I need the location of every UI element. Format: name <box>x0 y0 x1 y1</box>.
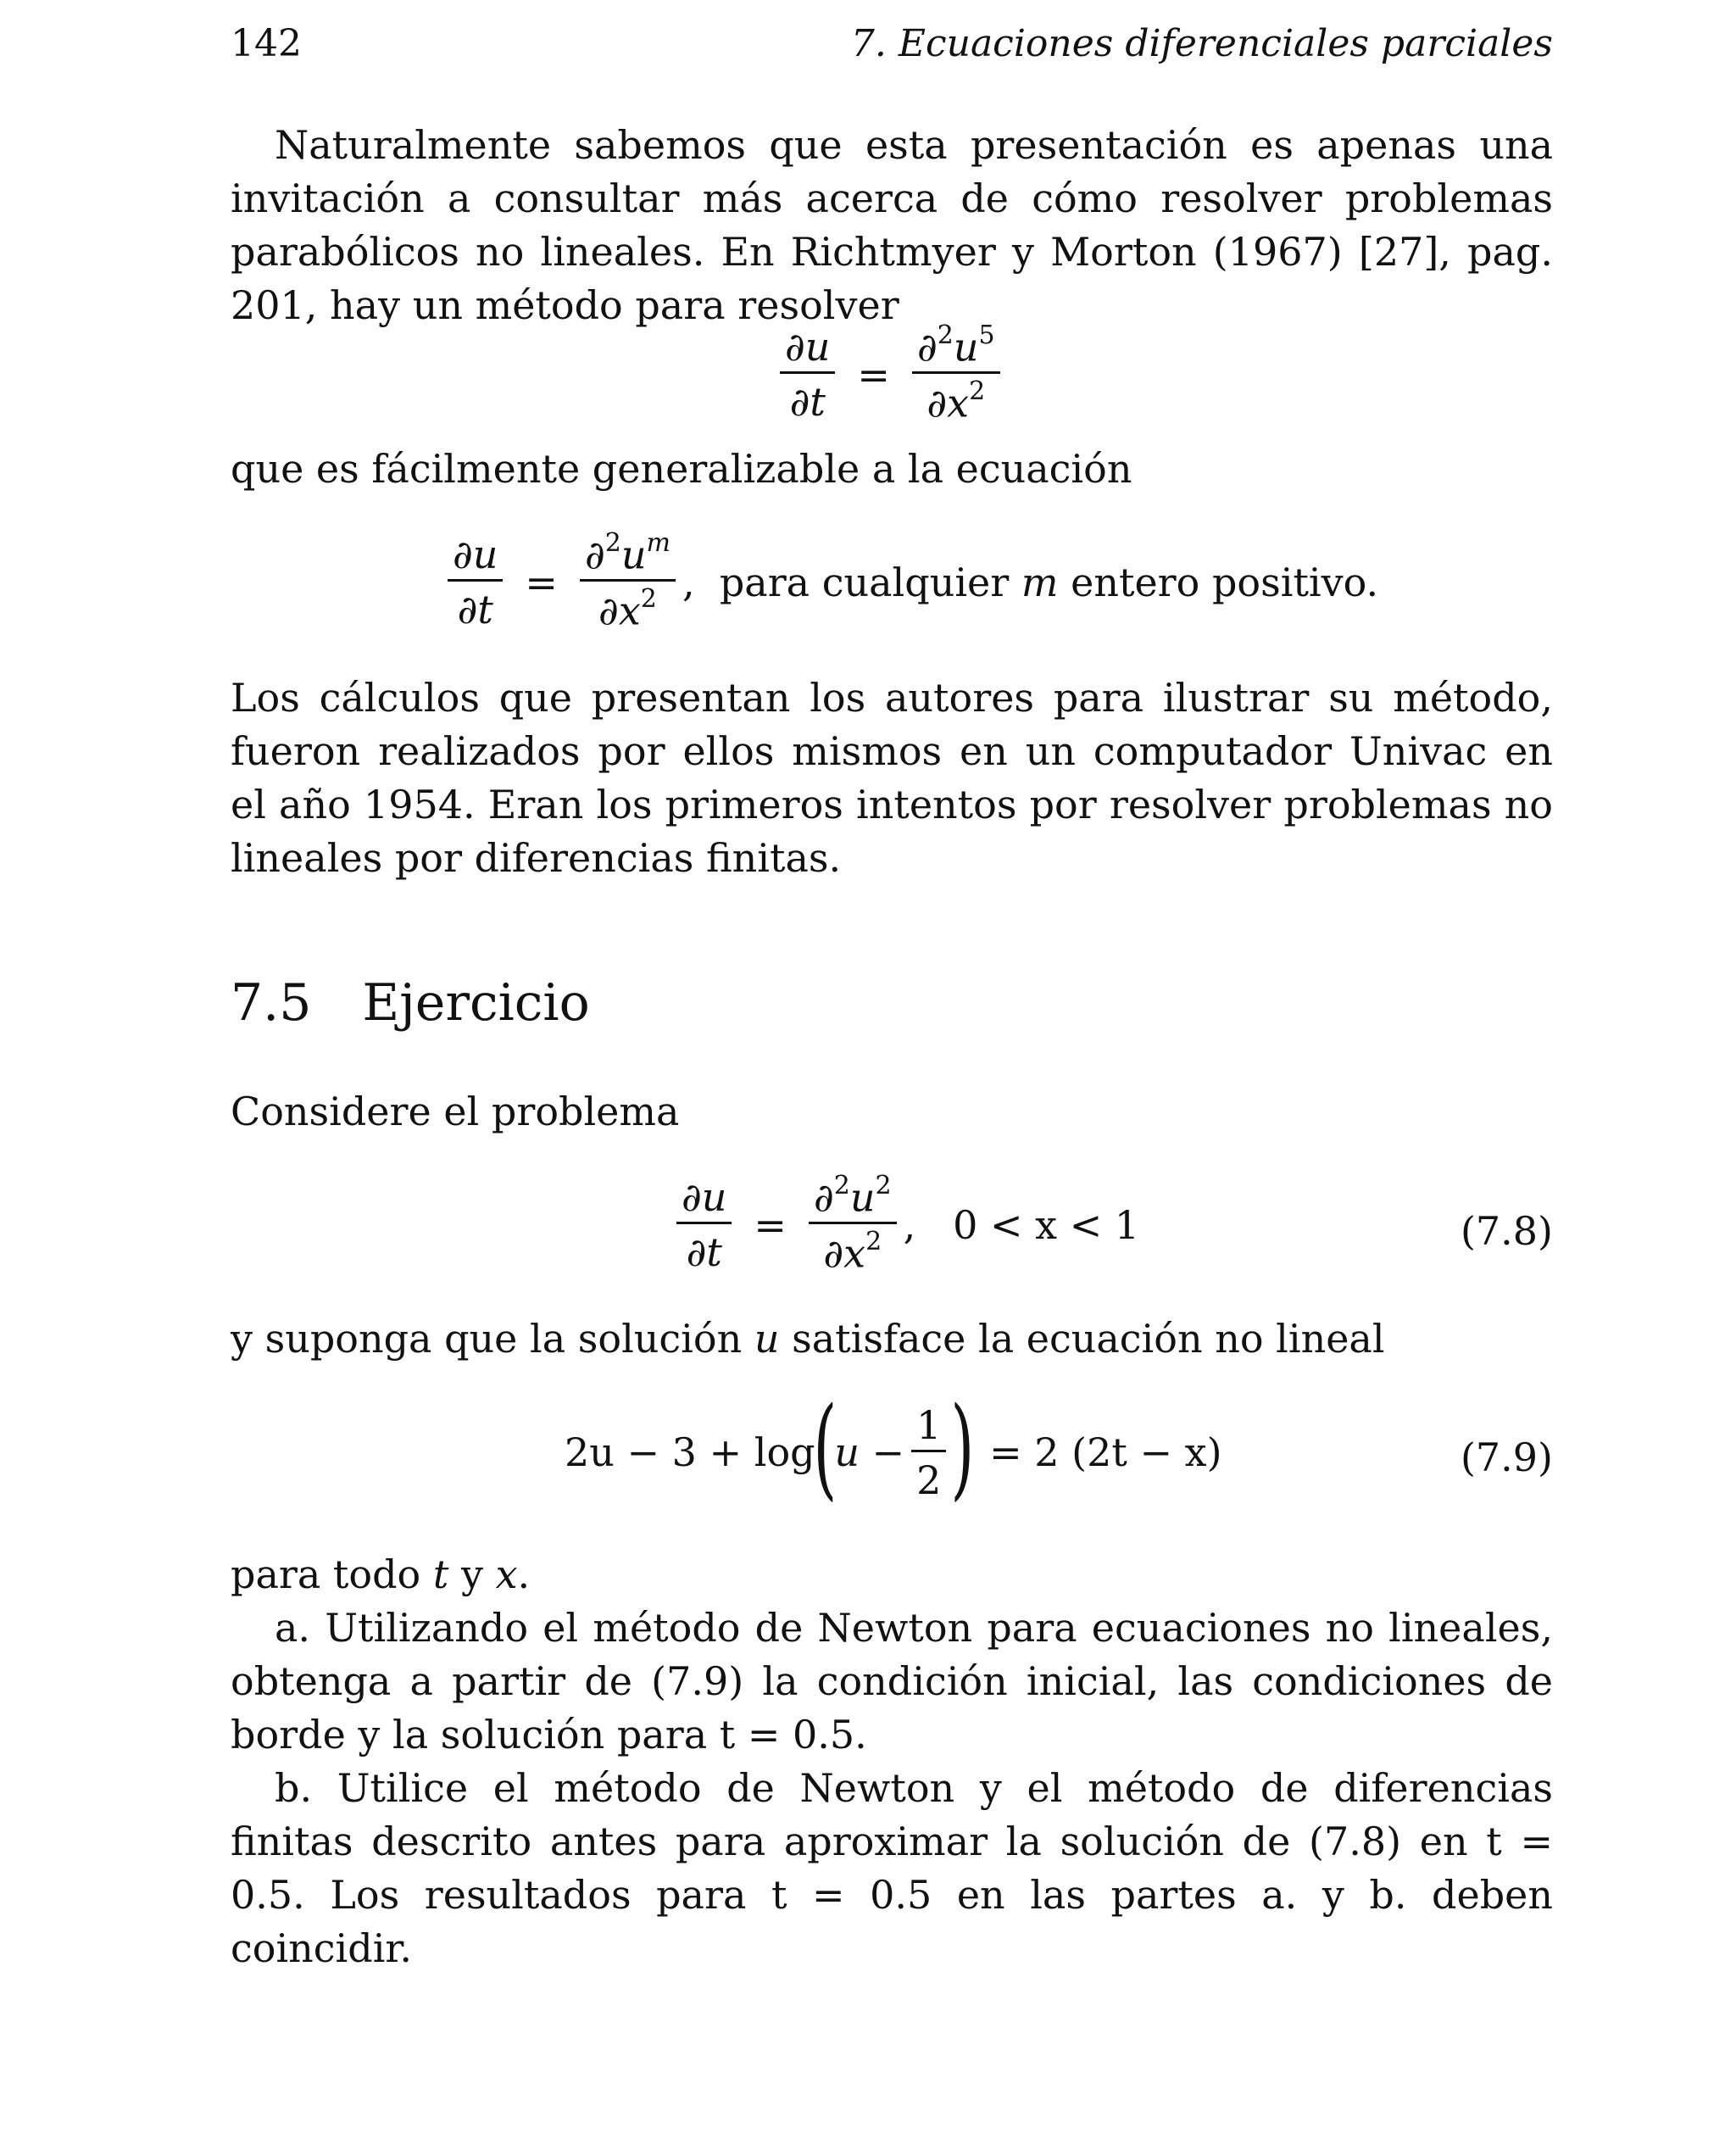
denominator: ∂t <box>457 587 493 633</box>
exponent: m <box>646 528 670 558</box>
denominator: ∂t <box>686 1229 722 1276</box>
variable-t: t <box>432 1551 449 1597</box>
paragraph-suponga <box>231 1312 1553 1366</box>
numerator: 1 <box>916 1401 942 1448</box>
fraction-rhs <box>912 320 1000 426</box>
text: . <box>517 1551 531 1597</box>
equation-7-8 <box>670 1171 1140 1277</box>
variable: u <box>620 532 647 578</box>
denominator <box>593 582 662 634</box>
equation-left: 2u − 3 + log <box>565 1429 815 1475</box>
left-paren: ( <box>813 1383 837 1512</box>
denominator <box>818 1224 887 1277</box>
variable: u <box>953 324 979 370</box>
text: para todo <box>231 1551 433 1597</box>
paragraph-generalizable: que es fácilmente generalizable a la ecuación <box>231 446 1132 492</box>
right-paren: ) <box>950 1383 975 1512</box>
equation-condition: , 0 < x < 1 <box>903 1201 1140 1248</box>
page-number: 142 <box>231 22 302 65</box>
variable-u: u <box>754 1316 780 1362</box>
fraction-lhs <box>448 532 503 633</box>
text: y <box>448 1551 496 1597</box>
equals-sign: = <box>754 1201 787 1248</box>
variable-x: x <box>495 1551 518 1597</box>
exponent: 2 <box>875 1171 892 1200</box>
partial-x: ∂x <box>926 380 970 426</box>
numerator: ∂u <box>785 324 831 370</box>
section-title: Ejercicio <box>362 973 590 1033</box>
trail-text: entero positivo. <box>1058 559 1379 605</box>
denominator: 2 <box>916 1457 942 1503</box>
fraction-rhs <box>809 1171 897 1277</box>
text: y suponga que la solución <box>231 1316 754 1362</box>
denominator <box>921 374 990 426</box>
partial-x: ∂x <box>598 588 641 634</box>
exponent: 2 <box>833 1171 850 1200</box>
text: satisface la ecuación no lineal <box>779 1316 1385 1362</box>
equals-sign: = <box>525 559 558 605</box>
equation-inner: u − <box>834 1429 905 1475</box>
numerator <box>580 528 676 579</box>
numerator <box>912 320 1000 371</box>
exponent: 2 <box>604 528 621 558</box>
partial-symbol: ∂ <box>584 532 605 578</box>
section-number: 7.5 <box>231 973 312 1033</box>
paragraph-part-b: b. Utilice el método de Newton y el método de diferencias finitas descrito antes para aproximar la solución de (7.8) en t = 0.5. Los resultados para t = 0.5 en las partes a. y b. deben coincidir. <box>231 1765 1553 1971</box>
equation-du5 <box>773 320 1007 426</box>
paragraph-para-todo <box>231 1548 1553 1601</box>
paragraph-univac: Los cálculos que presentan los autores para ilustrar su método, fueron realizados por ellos mismos en un computador Univac en el año 1954. Eran los primeros intentos por resolver problemas no lineales por diferencias finitas. <box>231 675 1553 881</box>
paragraph-considere: Considere el problema <box>231 1089 680 1134</box>
exponent: 2 <box>937 320 954 350</box>
page-header <box>231 22 1553 73</box>
trail-text: , para cualquier <box>682 559 1021 605</box>
fraction-lhs <box>780 324 835 426</box>
equals-sign: = <box>857 351 890 398</box>
partial-x: ∂x <box>823 1230 866 1277</box>
numerator <box>809 1171 897 1222</box>
paragraph-intro: Naturalmente sabemos que esta presentación es apenas una invitación a consultar más acerca de cómo resolver problemas parabólicos no lineales. En Richtmyer y Morton (1967) [27], pag. 201, hay un método para resolver <box>231 122 1553 328</box>
equation-7-9 <box>565 1383 1222 1512</box>
partial-symbol: ∂ <box>813 1174 834 1221</box>
equation-right: = 2 (2t − x) <box>989 1429 1222 1475</box>
numerator: ∂u <box>453 532 498 578</box>
exponent: 5 <box>978 320 995 350</box>
exponent: 2 <box>969 376 986 407</box>
variable: u <box>849 1174 876 1221</box>
trail-variable: m <box>1021 559 1059 605</box>
exponent: 2 <box>865 1227 882 1257</box>
page <box>231 0 1553 2139</box>
equation-dum <box>441 528 1379 634</box>
equation-label-7-9: (7.9) <box>1460 1434 1553 1480</box>
denominator: ∂t <box>789 379 826 426</box>
fraction-lhs <box>676 1174 732 1276</box>
equation-label-7-8: (7.8) <box>1460 1208 1553 1254</box>
numerator: ∂u <box>682 1174 727 1221</box>
fraction-rhs <box>580 528 676 634</box>
running-head: 7. Ecuaciones diferenciales parciales <box>850 22 1553 65</box>
equation-trailing-text <box>682 559 1379 605</box>
paragraph-part-a: a. Utilizando el método de Newton para ecuaciones no lineales, obtenga a partir de (7.9) la condición inicial, las condiciones de borde y la solución para t = 0.5. <box>231 1605 1553 1757</box>
exponent: 2 <box>640 584 657 615</box>
section-heading <box>231 973 590 1033</box>
partial-symbol: ∂ <box>916 324 938 370</box>
fraction-half <box>911 1401 946 1503</box>
